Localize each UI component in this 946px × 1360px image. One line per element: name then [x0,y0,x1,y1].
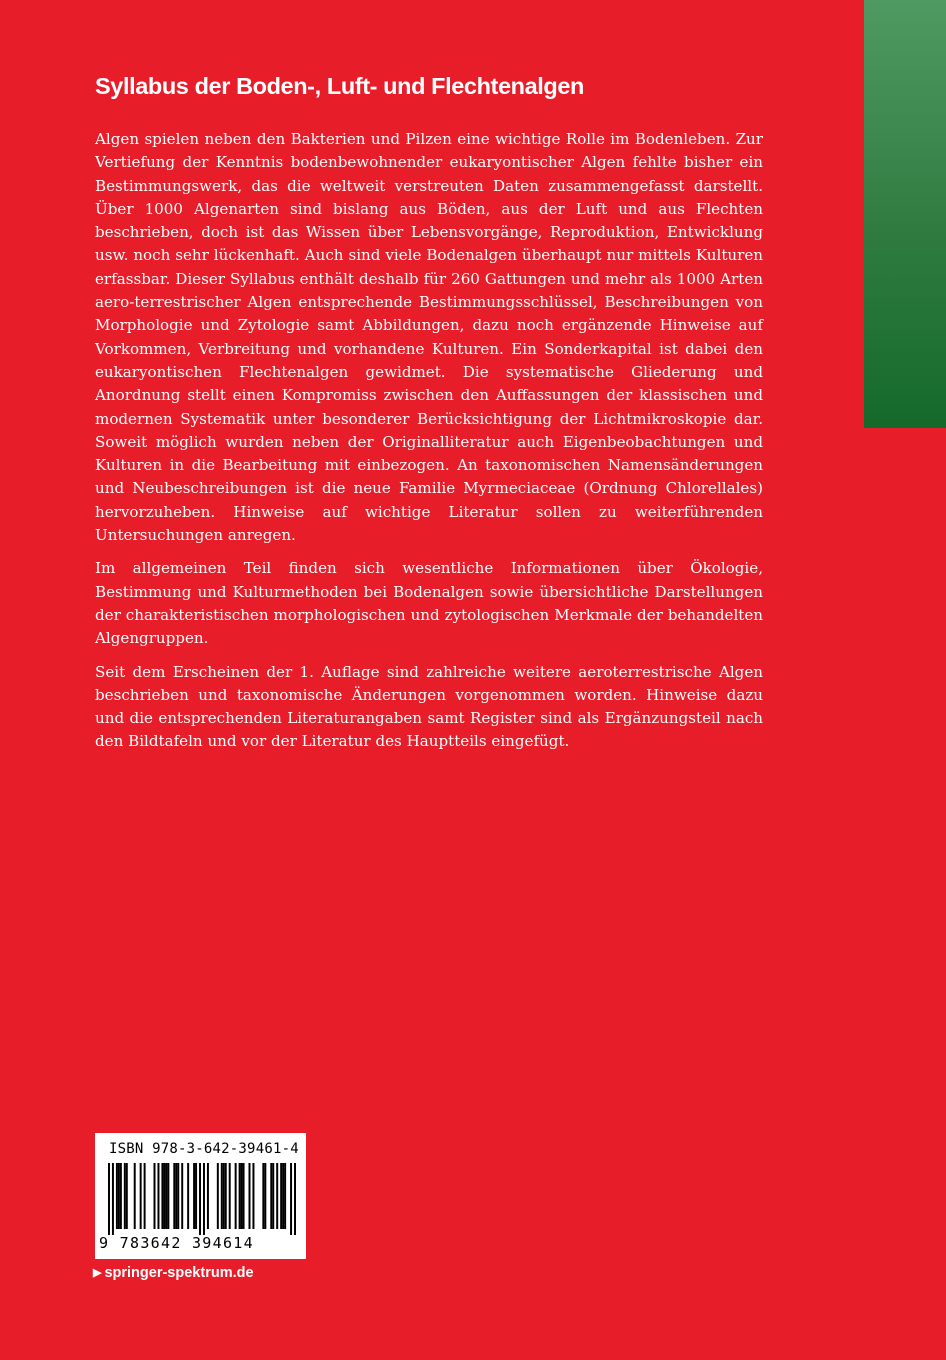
publisher-link[interactable] [93,1265,254,1281]
barcode-bar [235,1163,237,1229]
barcode-bar [187,1163,189,1229]
barcode-bar [161,1163,163,1229]
blurb-paragraph-3: Seit dem Erscheinen der 1. Auflage sind zahlreiche weitere aeroterrestrische Algen beschrieben und taxonomische Änderungen vorgenommen worden. Hinweise dazu und die entsprechenden Literaturangaben samt Register sind als Ergänzungsteil nach den Bildtafeln und vor der Literatur des Hauptteils eingefügt. [95,662,763,751]
barcode-bar [167,1163,169,1229]
barcode-bar [294,1163,296,1235]
barcode-bar [120,1163,122,1229]
isbn-barcode [95,1133,306,1259]
barcode-bar [140,1163,142,1229]
barcode-bar [203,1163,205,1235]
barcode-bar [243,1163,245,1229]
barcode-bar [249,1163,251,1229]
barcode-bar [199,1163,201,1235]
barcode-bar [229,1163,231,1229]
barcode-bar [282,1163,284,1229]
barcode-bar [270,1163,272,1229]
barcode-bar [221,1163,223,1229]
barcode-bar [118,1163,120,1229]
barcode-bars [108,1163,296,1235]
barcode-bar [225,1163,227,1229]
barcode-bar [193,1163,195,1229]
blurb-paragraph-2: Im allgemeinen Teil finden sich wesentliche Informationen über Ökologie, Bestimmung und Kulturmethoden bei Bodenalgen sowie übersichtliche Darstellungen der charakteristischen morphologischen und zytologischen Merkmale der behandelten Algengruppen. [95,559,763,648]
barcode-bar [144,1163,146,1229]
barcode-bar [134,1163,136,1229]
barcode-bar [163,1163,165,1229]
play-arrow-icon: ▶ [93,1267,102,1279]
barcode-bar [157,1163,159,1229]
isbn-label: ISBN 978-3-642-39461-4 [109,1141,299,1157]
barcode-bar [217,1163,219,1229]
barcode-bar [252,1163,254,1229]
barcode-bar [207,1163,209,1229]
barcode-bar [280,1163,282,1229]
barcode-bar [124,1163,126,1229]
barcode-bar [116,1163,118,1229]
barcode-bar [241,1163,243,1229]
barcode-bar [112,1163,114,1235]
barcode-bar [239,1163,241,1229]
publisher-link-text: springer-spektrum.de [104,1265,254,1281]
barcode-bar [264,1163,266,1229]
barcode-bar [126,1163,128,1229]
barcode-bar [165,1163,167,1229]
barcode-bar [154,1163,156,1229]
barcode-bar [262,1163,264,1229]
barcode-bar [108,1163,110,1235]
barcode-bar [290,1163,292,1235]
book-title: Syllabus der Boden-, Luft- und Flechtenalgen [95,73,584,99]
barcode-bar [173,1163,175,1229]
barcode-bar [223,1163,225,1229]
blurb [95,128,763,764]
barcode-bar [177,1163,179,1229]
barcode-bar [272,1163,274,1229]
green-accent-tab [864,0,946,428]
barcode-bar [175,1163,177,1229]
barcode-bar [284,1163,286,1229]
blurb-paragraph-1: Algen spielen neben den Bakterien und Pilzen eine wichtige Rolle im Bodenleben. Zur Vertiefung der Kenntnis bodenbewohnender eukaryontischer Algen fehlte bisher ein Bestimmungswerk, das die weltweit verstreuten Daten zusammengefasst darstellt. Über 1000 Algenarten sind bislang aus Böden, aus der Luft und aus Flechten beschrieben, doch ist das Wissen über Lebensvorgänge, Reproduktion, Entwicklung usw. noch sehr lückenhaft. Auch sind viele Bodenalgen überhaupt nur mittels Kulturen erfassbar. Dieser Syllabus enthält deshalb für 260 Gattungen und mehr als 1000 Arten aero-terrestrischer Algen entsprechende Bestimmungsschlüssel, Beschreibungen von Morphologie und Zytologie samt Abbildungen, dazu noch ergänzende Hinweise auf Vorkommen, Verbreitung und vorhandene Kulturen. Ein Sonderkapital ist dabei den eukaryontischen Flechtenalgen gewidmet. Die systematische Gliederung und Anordnung stellt einen Kompromiss zwischen den Auffassungen der klassischen und modernen Systematik unter besonderer Berücksichtigung der Lichtmikroskopie dar. Soweit möglich wurden neben der Originalliteratur auch Eigenbeobachtungen und Kulturen in die Bearbeitung mit einbezogen. An taxonomischen Namensänderungen und Neubeschreibungen ist die neue Familie Myrmeciaceae (Ordnung Chlorellales) hervorzuheben. Hinweise auf wichtige Literatur sollen zu weiterführenden Untersuchungen anregen. [95,130,763,545]
barcode-digits: 9 783642 394614 [99,1234,254,1252]
barcode-bar [276,1163,278,1229]
barcode-bar [195,1163,197,1229]
barcode-bar [181,1163,183,1229]
